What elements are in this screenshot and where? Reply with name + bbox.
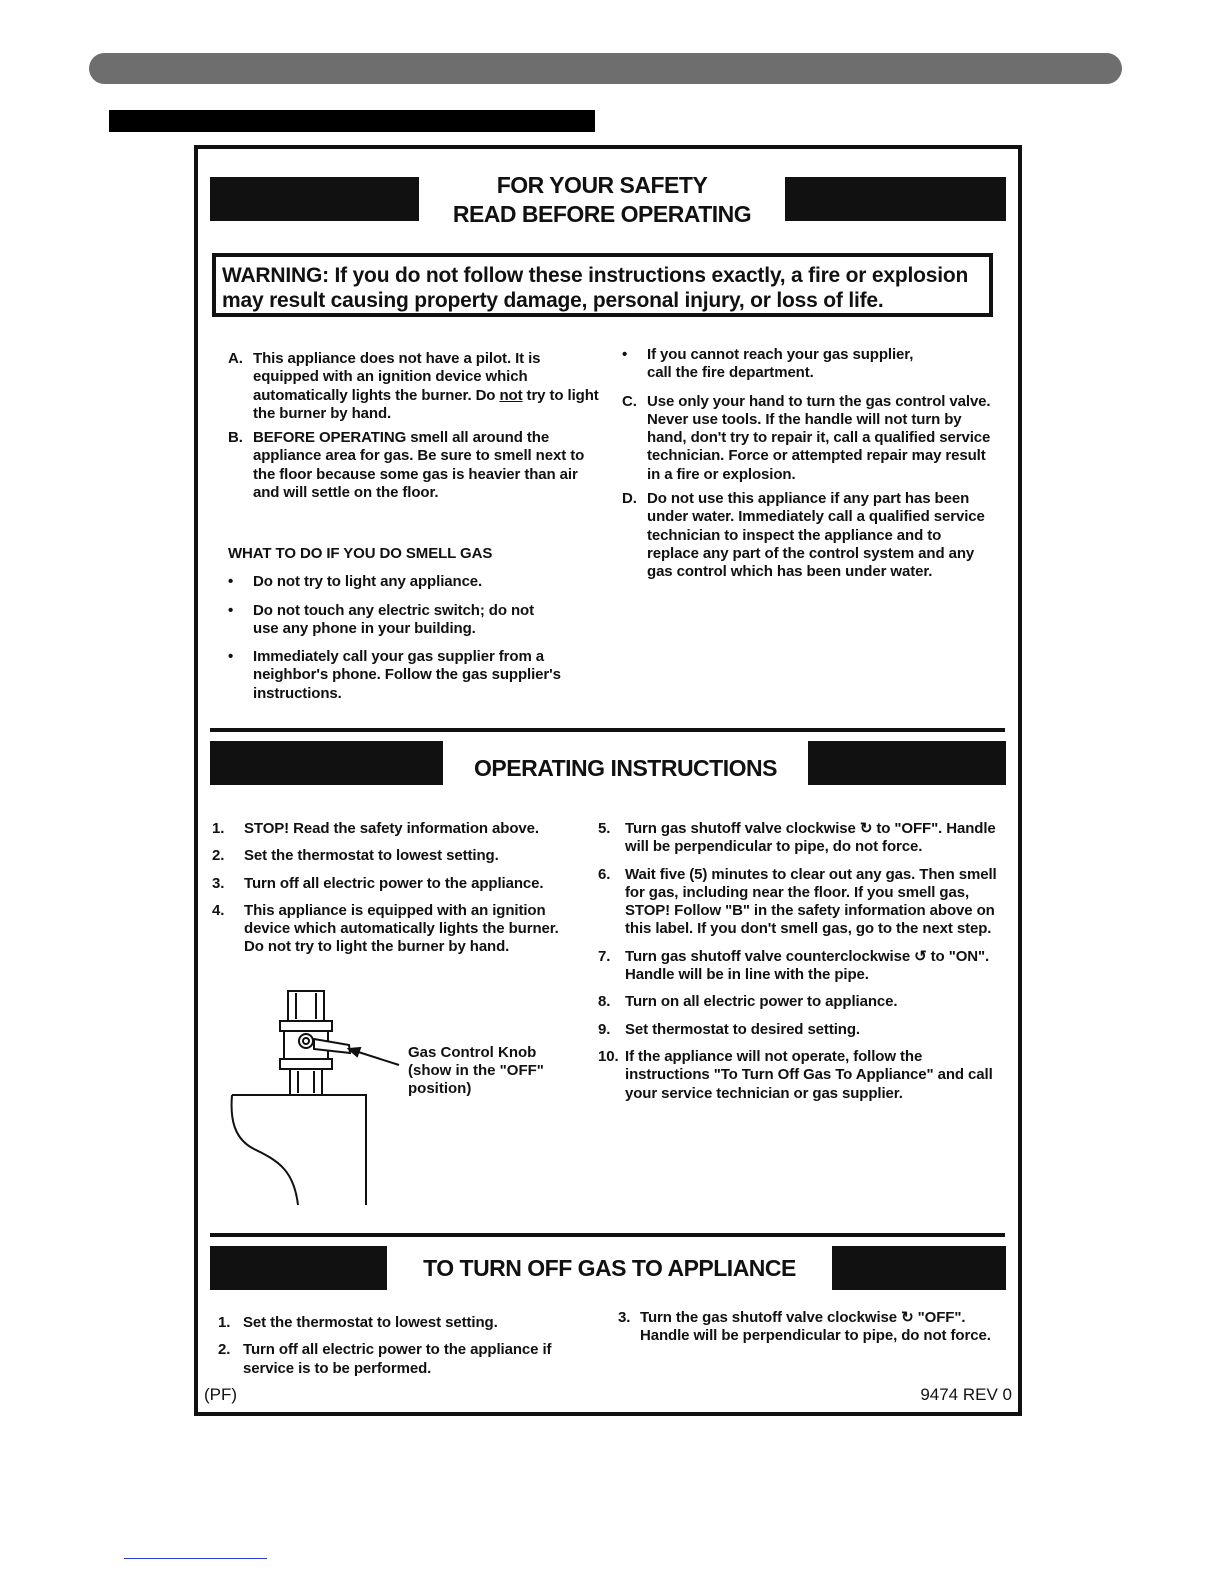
turn-off-right-steps: [618, 1309, 998, 1355]
turn-off-left-steps: [218, 1314, 588, 1387]
safety-right-bullet: [622, 346, 922, 383]
item-label: B.: [228, 429, 243, 447]
footer-code-left: (PF): [204, 1385, 238, 1404]
step-number: 9.: [598, 1020, 611, 1038]
step-number: 8.: [598, 993, 611, 1011]
item-label: C.: [622, 392, 637, 410]
step-text: Turn off all electric power to the appliance.: [244, 874, 544, 892]
gas-valve-diagram: [224, 989, 414, 1209]
step-text: Set the thermostat to lowest setting.: [243, 1314, 498, 1331]
smell-bullet: [228, 602, 548, 639]
step-text: Set the thermostat to lowest setting.: [244, 847, 499, 865]
item-text: Do not use this appliance if any part has been under water. Immediately call a qualified service technician to inspect the appliance and to replace any part of the control system and any gas control which has been under water.: [647, 490, 985, 581]
bullet-icon: •: [228, 573, 234, 591]
item-text-emphasis: not: [499, 386, 523, 404]
safety-title-line1: FOR YOUR SAFETY: [496, 172, 708, 198]
warning-text: WARNING: If you do not follow these instructions exactly, a fire or explosion may result causing property damage, personal injury, or loss of life.: [222, 264, 969, 312]
step-text: STOP! Read the safety information above.: [244, 820, 539, 837]
item-text: [253, 350, 603, 423]
step-number: 3.: [618, 1309, 631, 1326]
operating-step: [212, 902, 582, 957]
section-title-bar: [109, 110, 595, 132]
gas-control-knob-label: Gas Control Knob (show in the "OFF" position): [408, 1044, 544, 1097]
operating-step: [598, 948, 1006, 985]
turn-off-step: [218, 1314, 588, 1332]
safety-item-d: [622, 490, 992, 581]
step-number: 6.: [598, 865, 611, 883]
item-text-part: This appliance does not have a pilot. It is equipped with an ignition device which automatically lights the burner. Do: [253, 350, 541, 404]
step-number: 1.: [218, 1314, 231, 1331]
turn-off-step: [618, 1309, 998, 1346]
header-black-block-left: [210, 1246, 387, 1290]
section-divider: [210, 1233, 1005, 1237]
smell-gas-section: [228, 545, 603, 713]
footer-link-underline: [124, 1558, 267, 1559]
header-black-block-left: [210, 177, 419, 221]
step-text: Turn the gas shutoff valve clockwise ↻ "OFF". Handle will be perpendicular to pipe, do not force.: [640, 1309, 991, 1345]
valve-handle: [314, 1039, 350, 1053]
step-text: Turn on all electric power to appliance.: [625, 993, 898, 1011]
operating-step: [598, 993, 1006, 1011]
step-number: 1.: [212, 820, 225, 837]
safety-title: [419, 171, 785, 229]
operating-step: [598, 866, 1006, 939]
header-black-block-right: [785, 177, 1006, 221]
operating-step: [212, 820, 582, 838]
step-number: 4.: [212, 901, 225, 919]
step-text: Set thermostat to desired setting.: [625, 1020, 860, 1038]
header-bar: [89, 53, 1122, 84]
safety-item-c: [622, 393, 992, 484]
step-number: 3.: [212, 874, 225, 892]
bullet-text: Do not try to light any appliance.: [253, 573, 483, 591]
valve-top-nut: [288, 991, 324, 1021]
turn-off-step: [218, 1341, 588, 1378]
step-number: 7.: [598, 947, 611, 965]
safety-label: [194, 145, 1022, 1416]
step-text: Turn off all electric power to the appliance if service is to be performed.: [243, 1341, 552, 1377]
step-text: If the appliance will not operate, follow the instructions "To Turn Off Gas To Appliance" and call your service technician or gas supplier.: [625, 1047, 993, 1102]
item-label: A.: [228, 350, 243, 367]
smell-bullet: [228, 573, 603, 591]
warning-box: [212, 253, 993, 317]
operating-step: [212, 847, 582, 865]
smell-gas-heading: WHAT TO DO IF YOU DO SMELL GAS: [228, 545, 493, 562]
step-text: This appliance is equipped with an ignition device which automatically lights the burner. Do not try to light the burner by hand.: [244, 901, 559, 956]
step-text: Turn gas shutoff valve clockwise ↻ to "OFF". Handle will be perpendicular to pipe, do not force.: [625, 820, 996, 856]
header-black-block-left: [210, 741, 443, 785]
safety-right-column: [622, 346, 992, 588]
item-text-part: try to light the burner by hand.: [253, 386, 599, 422]
operating-step: [598, 820, 1006, 857]
smell-bullet: [228, 648, 590, 703]
safety-title-line2: READ BEFORE OPERATING: [452, 201, 752, 227]
operating-left-steps: [212, 820, 582, 966]
step-text: Turn gas shutoff valve counterclockwise ↺ to "ON". Handle will be in line with the pipe.: [625, 947, 990, 984]
item-text: Use only your hand to turn the gas control valve. Never use tools. If the handle will not turn by hand, don't try to repair it, call a qualified service technician. Force or attempted repair may result in a fire or explosion.: [647, 392, 991, 483]
bullet-icon: •: [228, 648, 234, 666]
step-number: 5.: [598, 820, 611, 837]
valve-stem-icon: [299, 1034, 313, 1048]
operating-step: [598, 1021, 1006, 1039]
turn-off-title: TO TURN OFF GAS TO APPLIANCE: [423, 1255, 796, 1281]
operating-title: OPERATING INSTRUCTIONS: [474, 755, 777, 781]
bullet-text: Do not touch any electric switch; do not use any phone in your building.: [253, 601, 535, 637]
safety-left-column: [228, 350, 603, 508]
item-label: D.: [622, 490, 637, 508]
step-number: 2.: [218, 1341, 231, 1359]
section-divider: [210, 728, 1005, 732]
header-black-block-right: [808, 741, 1006, 785]
bullet-icon: •: [228, 601, 234, 619]
step-number: 10.: [598, 1047, 619, 1065]
item-text: BEFORE OPERATING smell all around the appliance area for gas. Be sure to smell next to the floor because some gas is heavier than air and will settle on the floor.: [253, 429, 585, 502]
bullet-text: Immediately call your gas supplier from a neighbor's phone. Follow the gas supplier's instructions.: [253, 648, 561, 702]
header-black-block-right: [832, 1246, 1006, 1290]
operating-step: [598, 1048, 1006, 1103]
footer-revision: 9474 REV 0: [920, 1385, 1012, 1404]
operating-step: [212, 875, 582, 893]
step-text: Wait five (5) minutes to clear out any gas. Then smell for gas, including near the floor. If you smell gas, STOP! Follow "B" in the safety information above on this label. If you don't smell gas, go to the next step.: [625, 865, 997, 938]
bullet-icon: •: [622, 346, 628, 363]
operating-right-steps: [598, 820, 1006, 1112]
step-number: 2.: [212, 847, 225, 865]
safety-item-a: [228, 350, 603, 423]
safety-item-b: [228, 429, 603, 502]
bullet-text: If you cannot reach your gas supplier, call the fire department.: [647, 346, 914, 382]
